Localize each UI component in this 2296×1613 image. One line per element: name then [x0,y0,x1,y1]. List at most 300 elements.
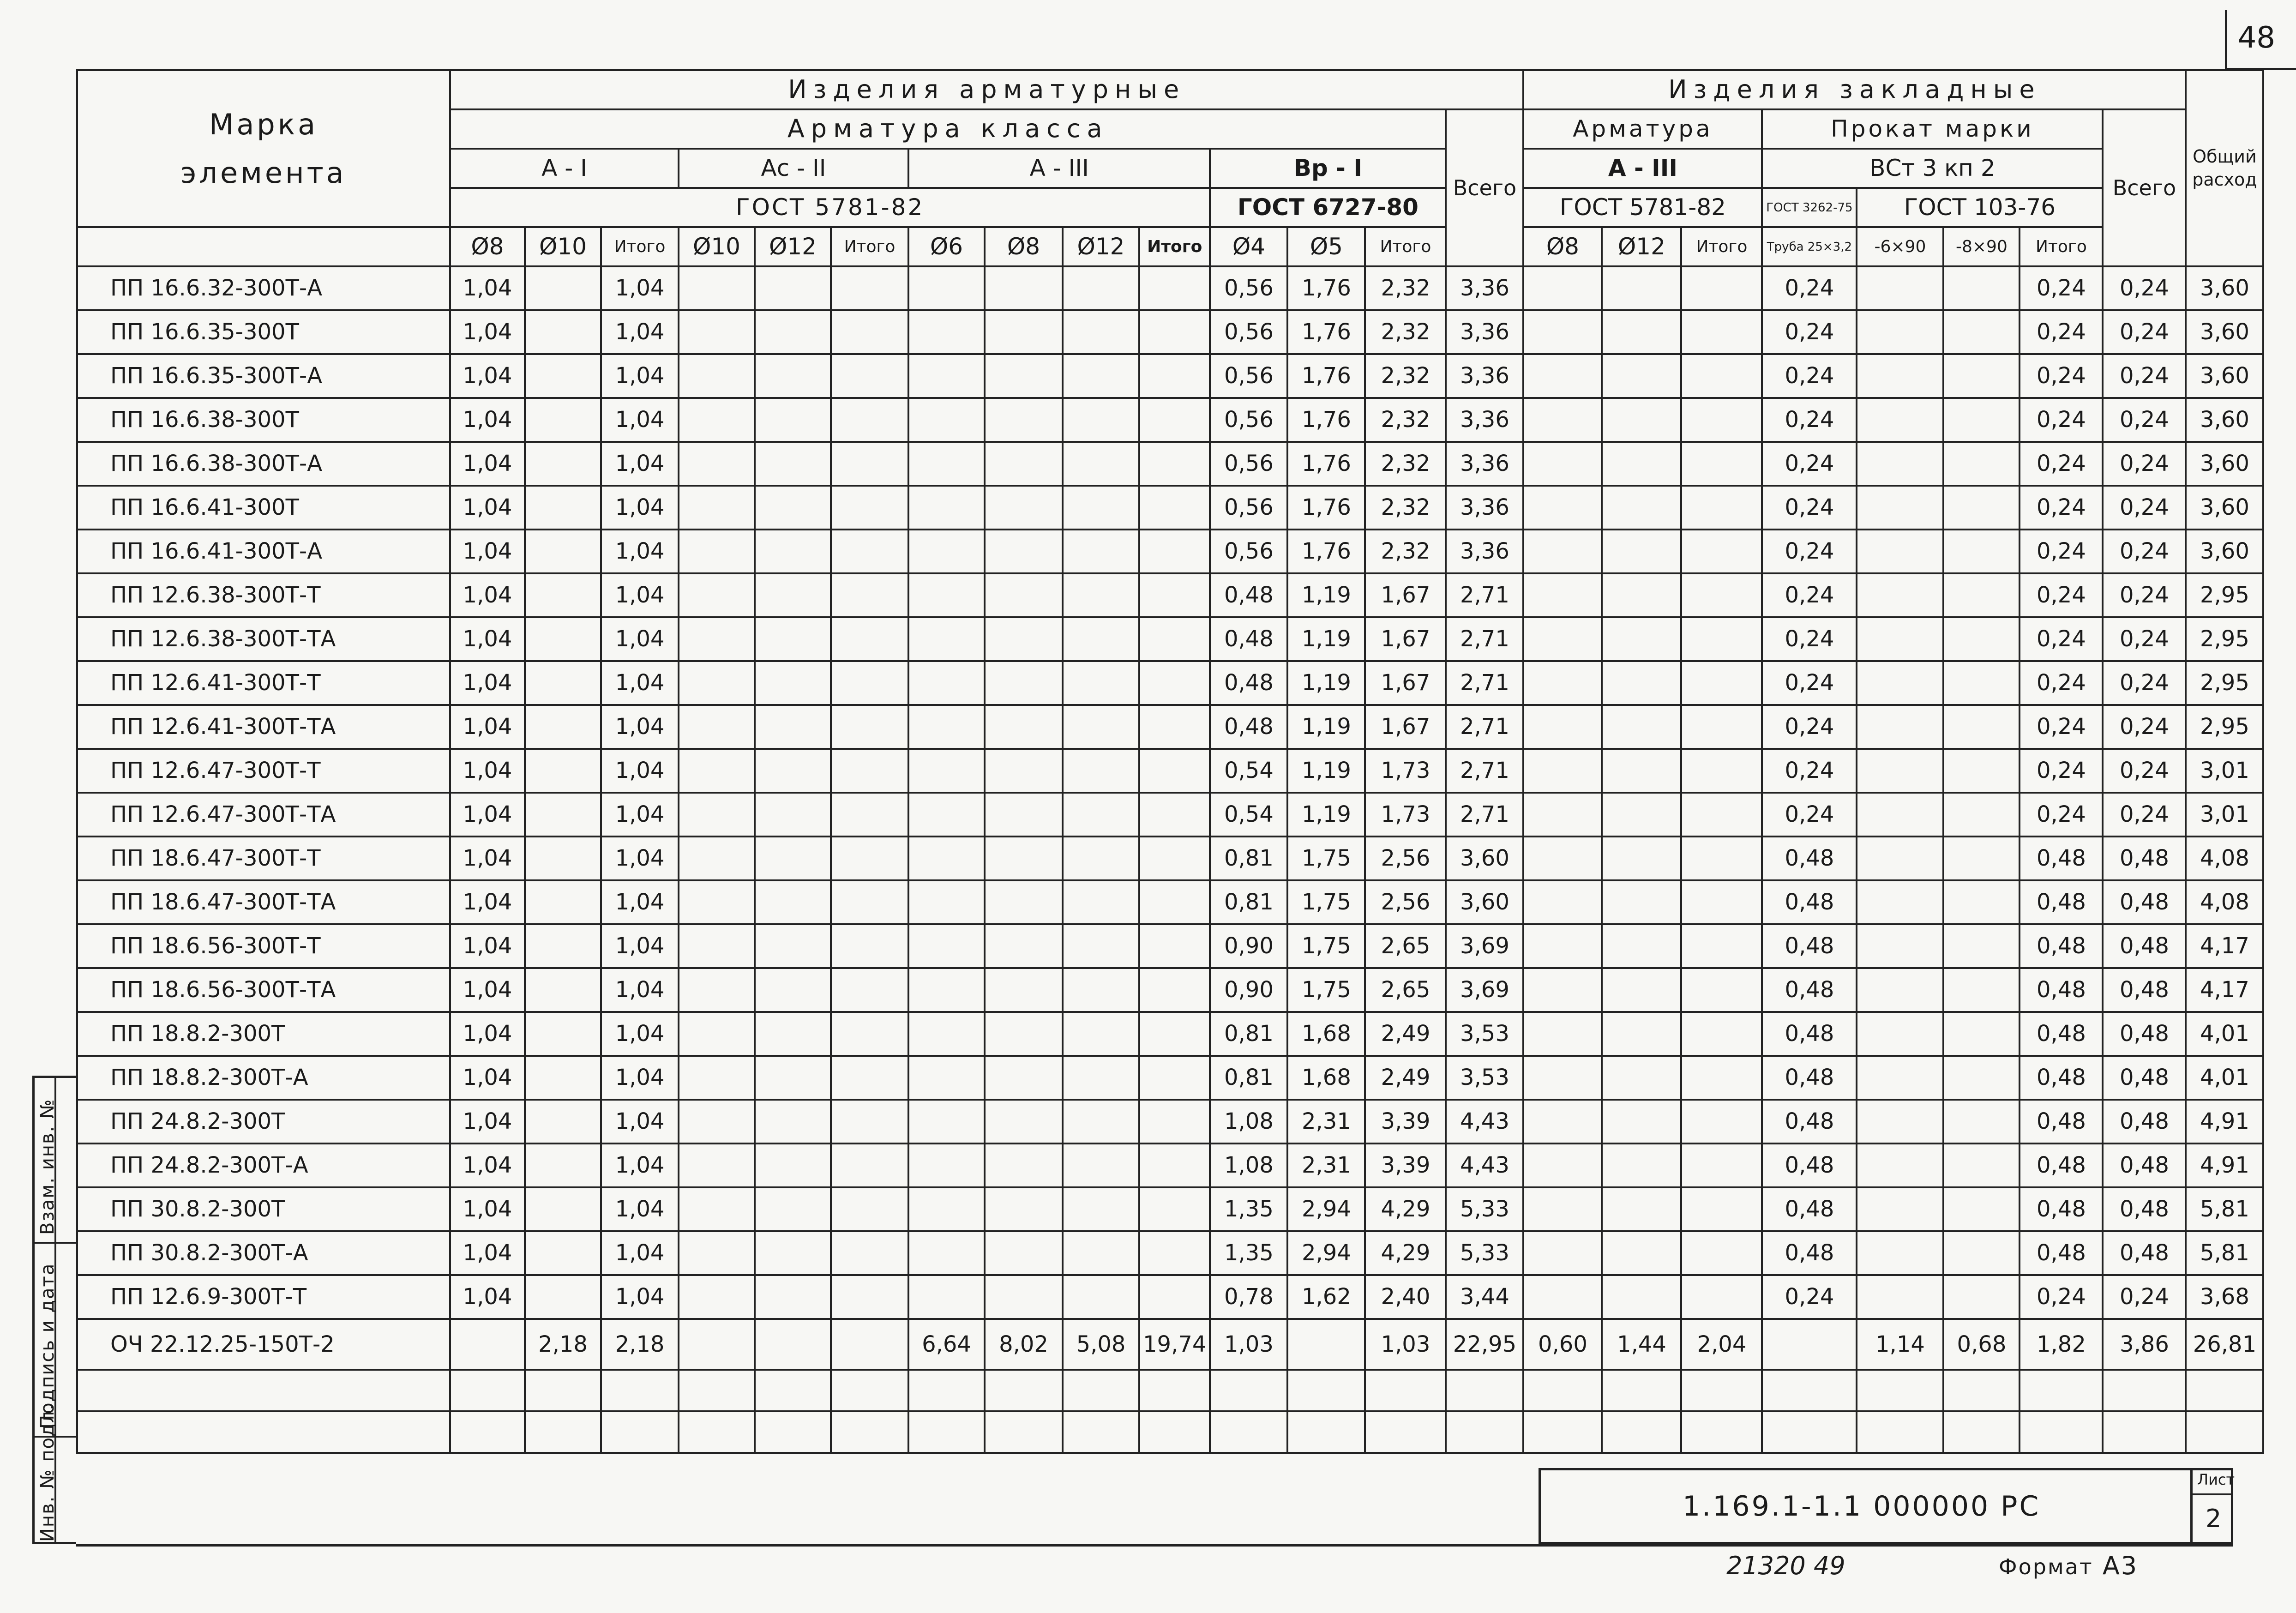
table-row [77,266,2263,310]
side-stamp-label-3: Взам. инв. № [37,1098,58,1235]
empty-cell [1139,1411,1210,1453]
mark-header [77,70,450,227]
cell-ac2-itogo [831,793,908,837]
cell-embedded-total: 0,24 [2103,486,2186,530]
rebar-total-header: Всего [1446,109,1523,266]
cell-e-d8 [1523,1144,1602,1187]
empty-cell [601,1411,679,1453]
cell-e-d12 [1602,1100,1681,1144]
cell-vr-itogo: 1,67 [1365,573,1446,617]
cell-a1-d10 [525,354,601,398]
cell-rebar-total: 3,60 [1446,837,1523,880]
total-general-line1: Общий [2193,146,2257,167]
empty-cell [1943,1411,2020,1453]
cell-a3-d12 [1063,1275,1139,1319]
cell-total: 3,60 [2186,354,2263,398]
cell-a1-itogo: 1,04 [601,442,679,486]
cell-ac2-itogo [831,442,908,486]
empty-cell [679,1370,755,1411]
cell-a3-d8 [985,573,1063,617]
cell-ac2-itogo [831,530,908,573]
cell-vr-d4: 0,56 [1210,530,1287,573]
cell-e-itogo [1681,1187,1762,1231]
cell-prokat-itogo: 0,48 [2020,1100,2103,1144]
empty-cell [1446,1370,1523,1411]
cell-prokat-itogo: 0,48 [2020,1056,2103,1100]
cell-a3-d12: 5,08 [1063,1319,1139,1370]
cell-a3-itogo [1139,1100,1210,1144]
cell-truba: 0,24 [1762,398,1857,442]
cell-e-d12 [1602,617,1681,661]
cell-ac2-d10 [679,661,755,705]
table-row [77,442,2263,486]
cell-ac2-d12 [755,1187,831,1231]
cell-rebar-total: 3,69 [1446,924,1523,968]
empty-cell [77,1411,450,1453]
cell-a3-itogo [1139,310,1210,354]
empty-cell [755,1411,831,1453]
table-body [77,266,2263,1453]
cell-a3-itogo [1139,1144,1210,1187]
cell-a1-d8: 1,04 [450,968,525,1012]
cell-ac2-d12 [755,793,831,837]
cell-a3-d8 [985,266,1063,310]
cell-vr-d5: 2,31 [1287,1100,1365,1144]
cell-prokat-itogo: 0,24 [2020,310,2103,354]
cell-a3-d8 [985,310,1063,354]
col-vr-itogo: Итого [1365,227,1446,266]
element-mark: ПП 18.6.47-300Т-Т [77,837,450,880]
cell-vr-d5: 2,31 [1287,1144,1365,1187]
cell-a3-itogo [1139,837,1210,880]
cell-a3-itogo [1139,968,1210,1012]
cell-a3-d12 [1063,486,1139,530]
cell-total: 4,91 [2186,1100,2263,1144]
cell-e-d12 [1602,1012,1681,1056]
empty-cell [77,1370,450,1411]
cell-ac2-d10 [679,1144,755,1187]
cell-ac2-d10 [679,266,755,310]
rebar-class-header: Арматура класса [450,109,1446,149]
cell-embedded-total: 0,24 [2103,398,2186,442]
cell-e-itogo [1681,880,1762,924]
cell-prokat-itogo: 0,48 [2020,1187,2103,1231]
cell-truba: 0,24 [1762,749,1857,793]
format-value: А3 [2102,1551,2139,1580]
cell-embedded-total: 0,24 [2103,661,2186,705]
cell-a1-d8: 1,04 [450,705,525,749]
empty-cell [1681,1411,1762,1453]
cell-vr-itogo: 2,49 [1365,1012,1446,1056]
element-mark: ПП 16.6.38-300Т-А [77,442,450,486]
cell-embedded-total: 0,24 [2103,749,2186,793]
cell-truba: 0,48 [1762,1056,1857,1100]
cell-a1-d8: 1,04 [450,1100,525,1144]
cell-total: 4,01 [2186,1012,2263,1056]
sheet-number: 2 [2206,1504,2222,1533]
cell-a3-d6 [908,486,985,530]
cell-ac2-itogo [831,1275,908,1319]
cell-a1-itogo: 1,04 [601,398,679,442]
cell-a1-d8: 1,04 [450,1012,525,1056]
cell-e-d12 [1602,442,1681,486]
cell-a3-d8 [985,705,1063,749]
cell-embedded-total: 0,48 [2103,968,2186,1012]
table-row [77,1144,2263,1187]
cell-e-itogo [1681,1012,1762,1056]
cell-e-d8 [1523,573,1602,617]
cell-ac2-d12 [755,398,831,442]
cell-a3-d8 [985,793,1063,837]
cell-a1-d8: 1,04 [450,661,525,705]
element-mark: ПП 18.8.2-300Т [77,1012,450,1056]
cell-ac2-itogo [831,486,908,530]
cell-vr-d4: 0,81 [1210,1056,1287,1100]
empty-cell [2020,1370,2103,1411]
cell-vr-itogo: 1,67 [1365,617,1446,661]
cell-strip-8x90 [1943,880,2020,924]
cell-a3-itogo [1139,354,1210,398]
cell-ac2-d12 [755,924,831,968]
page-corner-number: 48 [2237,21,2275,55]
cell-ac2-d10 [679,1319,755,1370]
cell-ac2-d10 [679,880,755,924]
cell-a1-d8: 1,04 [450,924,525,968]
cell-e-itogo [1681,442,1762,486]
cell-total: 5,81 [2186,1187,2263,1231]
cell-total: 4,17 [2186,968,2263,1012]
cell-a3-d12 [1063,310,1139,354]
cell-a3-d8 [985,1144,1063,1187]
cell-a1-d10 [525,924,601,968]
cell-a3-d6 [908,1100,985,1144]
cell-e-d8 [1523,705,1602,749]
inventory-number: 21320 49 [1726,1551,1845,1580]
cell-e-d12 [1602,705,1681,749]
table-row [77,486,2263,530]
cell-truba: 0,24 [1762,1275,1857,1319]
col-a3-d6: Ø6 [908,227,985,266]
cell-a3-d6 [908,530,985,573]
sheet-label: Лист [2197,1471,2235,1488]
cell-e-d8 [1523,486,1602,530]
cell-a1-d8: 1,04 [450,880,525,924]
cell-e-d8 [1523,1100,1602,1144]
cell-ac2-itogo [831,880,908,924]
cell-e-itogo [1681,661,1762,705]
cell-total: 3,60 [2186,398,2263,442]
table-row [77,530,2263,573]
cell-e-d12 [1602,1231,1681,1275]
vst-header: ВСт 3 кп 2 [1762,149,2103,188]
col-strip-6x90: -6×90 [1857,227,1943,266]
document-code: 1.169.1-1.1 000000 РС [1683,1490,2041,1523]
cell-rebar-total: 5,33 [1446,1231,1523,1275]
cell-a3-d8 [985,1187,1063,1231]
cell-e-d8: 0,60 [1523,1319,1602,1370]
cell-strip-6x90 [1857,837,1943,880]
cell-strip-8x90 [1943,442,2020,486]
cell-ac2-d10 [679,1231,755,1275]
cell-a3-d12 [1063,968,1139,1012]
cell-e-d12 [1602,486,1681,530]
table-row [77,705,2263,749]
cell-a3-itogo [1139,486,1210,530]
cell-a1-itogo: 1,04 [601,880,679,924]
cell-truba: 0,24 [1762,793,1857,837]
cell-prokat-itogo: 0,24 [2020,749,2103,793]
cell-a3-d8 [985,1231,1063,1275]
cell-a1-d10 [525,1144,601,1187]
cell-a3-d12 [1063,661,1139,705]
cell-truba: 0,48 [1762,1144,1857,1187]
cell-ac2-itogo [831,310,908,354]
cell-strip-8x90 [1943,573,2020,617]
cell-ac2-d12 [755,530,831,573]
empty-cell [1210,1411,1287,1453]
cell-ac2-itogo [831,924,908,968]
cell-ac2-itogo [831,661,908,705]
empty-cell [755,1370,831,1411]
cell-vr-d5: 1,19 [1287,573,1365,617]
cell-rebar-total: 22,95 [1446,1319,1523,1370]
cell-e-d8 [1523,924,1602,968]
cell-a3-d6 [908,880,985,924]
cell-ac2-d12 [755,266,831,310]
empty-cell [1602,1370,1681,1411]
cell-a3-d12 [1063,1100,1139,1144]
cell-vr-itogo: 2,65 [1365,924,1446,968]
element-mark: ПП 18.6.56-300Т-ТА [77,968,450,1012]
cell-a3-d8 [985,617,1063,661]
element-mark: ПП 16.6.32-300Т-А [77,266,450,310]
cell-vr-itogo: 4,29 [1365,1187,1446,1231]
cell-total: 4,08 [2186,880,2263,924]
cell-ac2-d10 [679,1187,755,1231]
cell-a3-d8 [985,661,1063,705]
cell-prokat-itogo: 0,24 [2020,573,2103,617]
cell-a3-d6 [908,924,985,968]
cell-a3-d6 [908,1056,985,1100]
cell-a1-itogo: 1,04 [601,1056,679,1100]
cell-embedded-total: 3,86 [2103,1319,2186,1370]
cell-a1-itogo: 2,18 [601,1319,679,1370]
cell-vr-d4: 0,56 [1210,266,1287,310]
cell-ac2-d12 [755,1319,831,1370]
cell-truba: 0,24 [1762,442,1857,486]
cell-e-d8 [1523,530,1602,573]
col-a1-itogo: Итого [601,227,679,266]
cell-a3-d12 [1063,398,1139,442]
cell-total: 3,01 [2186,749,2263,793]
cell-a1-d8: 1,04 [450,793,525,837]
element-mark: ПП 12.6.47-300Т-ТА [77,793,450,837]
cell-strip-6x90 [1857,530,1943,573]
table-row [77,617,2263,661]
cell-ac2-d12 [755,1275,831,1319]
cell-vr-d5: 1,68 [1287,1056,1365,1100]
cell-a1-d8: 1,04 [450,354,525,398]
cell-a1-itogo: 1,04 [601,617,679,661]
table-row [77,1100,2263,1144]
cell-a3-d6: 6,64 [908,1319,985,1370]
cell-a1-d10: 2,18 [525,1319,601,1370]
cell-embedded-total: 0,48 [2103,1100,2186,1144]
cell-rebar-total: 2,71 [1446,661,1523,705]
cell-a3-itogo [1139,573,1210,617]
cell-ac2-itogo [831,1012,908,1056]
gost-6727-header: ГОСТ 6727-80 [1210,188,1446,227]
side-stamp-label-2: Подпись и дата [37,1263,58,1429]
cell-a1-d8: 1,04 [450,749,525,793]
cell-e-d12 [1602,793,1681,837]
cell-prokat-itogo: 0,24 [2020,354,2103,398]
cell-a1-d8 [450,1319,525,1370]
cell-a1-itogo: 1,04 [601,1187,679,1231]
cell-strip-6x90 [1857,442,1943,486]
empty-cell [1365,1411,1446,1453]
cell-ac2-d12 [755,749,831,793]
cell-vr-d5: 1,76 [1287,266,1365,310]
cell-strip-6x90 [1857,486,1943,530]
cell-rebar-total: 3,60 [1446,880,1523,924]
cell-truba: 0,48 [1762,968,1857,1012]
gost-5781-header: ГОСТ 5781-82 [450,188,1210,227]
cell-embedded-total: 0,24 [2103,530,2186,573]
empty-cell [1943,1370,2020,1411]
cell-total: 26,81 [2186,1319,2263,1370]
cell-e-d12 [1602,1275,1681,1319]
table-row [77,354,2263,398]
cell-a3-d6 [908,705,985,749]
cell-ac2-d10 [679,442,755,486]
cell-a1-d10 [525,661,601,705]
cell-vr-d5: 1,19 [1287,749,1365,793]
table-header [77,70,2263,266]
cell-vr-d5: 1,75 [1287,968,1365,1012]
cell-a3-d12 [1063,354,1139,398]
cell-strip-8x90 [1943,398,2020,442]
cell-e-itogo [1681,354,1762,398]
cell-ac2-d10 [679,573,755,617]
cell-a1-itogo: 1,04 [601,968,679,1012]
mark-header-spacer [77,227,450,266]
cell-embedded-total: 0,24 [2103,705,2186,749]
embedded-products-header: Изделия закладные [1523,70,2186,109]
empty-cell [1681,1370,1762,1411]
cell-a1-itogo: 1,04 [601,749,679,793]
cell-rebar-total: 3,53 [1446,1056,1523,1100]
cell-vr-d4: 0,81 [1210,880,1287,924]
cell-vr-d5: 1,19 [1287,617,1365,661]
cell-strip-8x90 [1943,1100,2020,1144]
cell-ac2-itogo [831,837,908,880]
cell-a3-d12 [1063,1144,1139,1187]
table-row [77,310,2263,354]
cell-strip-8x90 [1943,617,2020,661]
cell-strip-8x90 [1943,661,2020,705]
cell-strip-6x90 [1857,1231,1943,1275]
cell-strip-8x90 [1943,968,2020,1012]
cell-strip-8x90 [1943,837,2020,880]
cell-a3-d6 [908,398,985,442]
table-row [77,880,2263,924]
cell-total: 4,17 [2186,924,2263,968]
format-label: Формат [1999,1554,2093,1579]
cell-e-itogo [1681,705,1762,749]
empty-cell [1762,1411,1857,1453]
cell-e-d8 [1523,1187,1602,1231]
cell-a3-itogo [1139,793,1210,837]
cell-vr-d5: 1,76 [1287,442,1365,486]
empty-cell [2186,1411,2263,1453]
cell-a3-d8 [985,968,1063,1012]
cell-e-d12 [1602,266,1681,310]
cell-a3-itogo [1139,617,1210,661]
cell-a3-d6 [908,442,985,486]
col-strip-8x90: -8×90 [1943,227,2020,266]
cell-a1-d10 [525,968,601,1012]
cell-e-itogo [1681,530,1762,573]
cell-e-d12 [1602,1144,1681,1187]
cell-prokat-itogo: 0,24 [2020,617,2103,661]
cell-vr-d5: 1,19 [1287,793,1365,837]
cell-a3-d8: 8,02 [985,1319,1063,1370]
cell-truba: 0,48 [1762,880,1857,924]
element-mark: ПП 24.8.2-300Т-А [77,1144,450,1187]
cell-ac2-itogo [831,617,908,661]
cell-a3-d6 [908,1231,985,1275]
cell-total: 3,60 [2186,266,2263,310]
cell-e-d8 [1523,398,1602,442]
cell-ac2-d10 [679,354,755,398]
cell-prokat-itogo: 1,82 [2020,1319,2103,1370]
cell-prokat-itogo: 0,48 [2020,837,2103,880]
cell-e-itogo [1681,968,1762,1012]
cell-ac2-d10 [679,749,755,793]
table-row [77,573,2263,617]
cell-embedded-total: 0,48 [2103,1231,2186,1275]
cell-a3-itogo [1139,749,1210,793]
empty-cell [1857,1411,1943,1453]
rebar-products-header: Изделия арматурные [450,70,1523,109]
table-row [77,1187,2263,1231]
cell-e-itogo [1681,837,1762,880]
cell-a3-itogo [1139,1275,1210,1319]
cell-vr-itogo: 2,32 [1365,398,1446,442]
cell-a3-d8 [985,398,1063,442]
cell-vr-d4: 1,35 [1210,1187,1287,1231]
cell-a1-d8: 1,04 [450,1056,525,1100]
cell-ac2-itogo [831,1144,908,1187]
embedded-a3-header: А - III [1523,149,1762,188]
cell-strip-8x90 [1943,749,2020,793]
cell-rebar-total: 3,36 [1446,310,1523,354]
cell-a3-d6 [908,968,985,1012]
table-row [77,1012,2263,1056]
cell-a1-d8: 1,04 [450,442,525,486]
cell-ac2-d12 [755,837,831,880]
empty-cell [1365,1370,1446,1411]
cell-total: 3,60 [2186,442,2263,486]
cell-a1-d10 [525,398,601,442]
cell-a1-d10 [525,880,601,924]
empty-cell [1857,1370,1943,1411]
cell-e-itogo [1681,1231,1762,1275]
cell-rebar-total: 2,71 [1446,617,1523,661]
cell-a1-d10 [525,486,601,530]
cell-e-d8 [1523,1012,1602,1056]
